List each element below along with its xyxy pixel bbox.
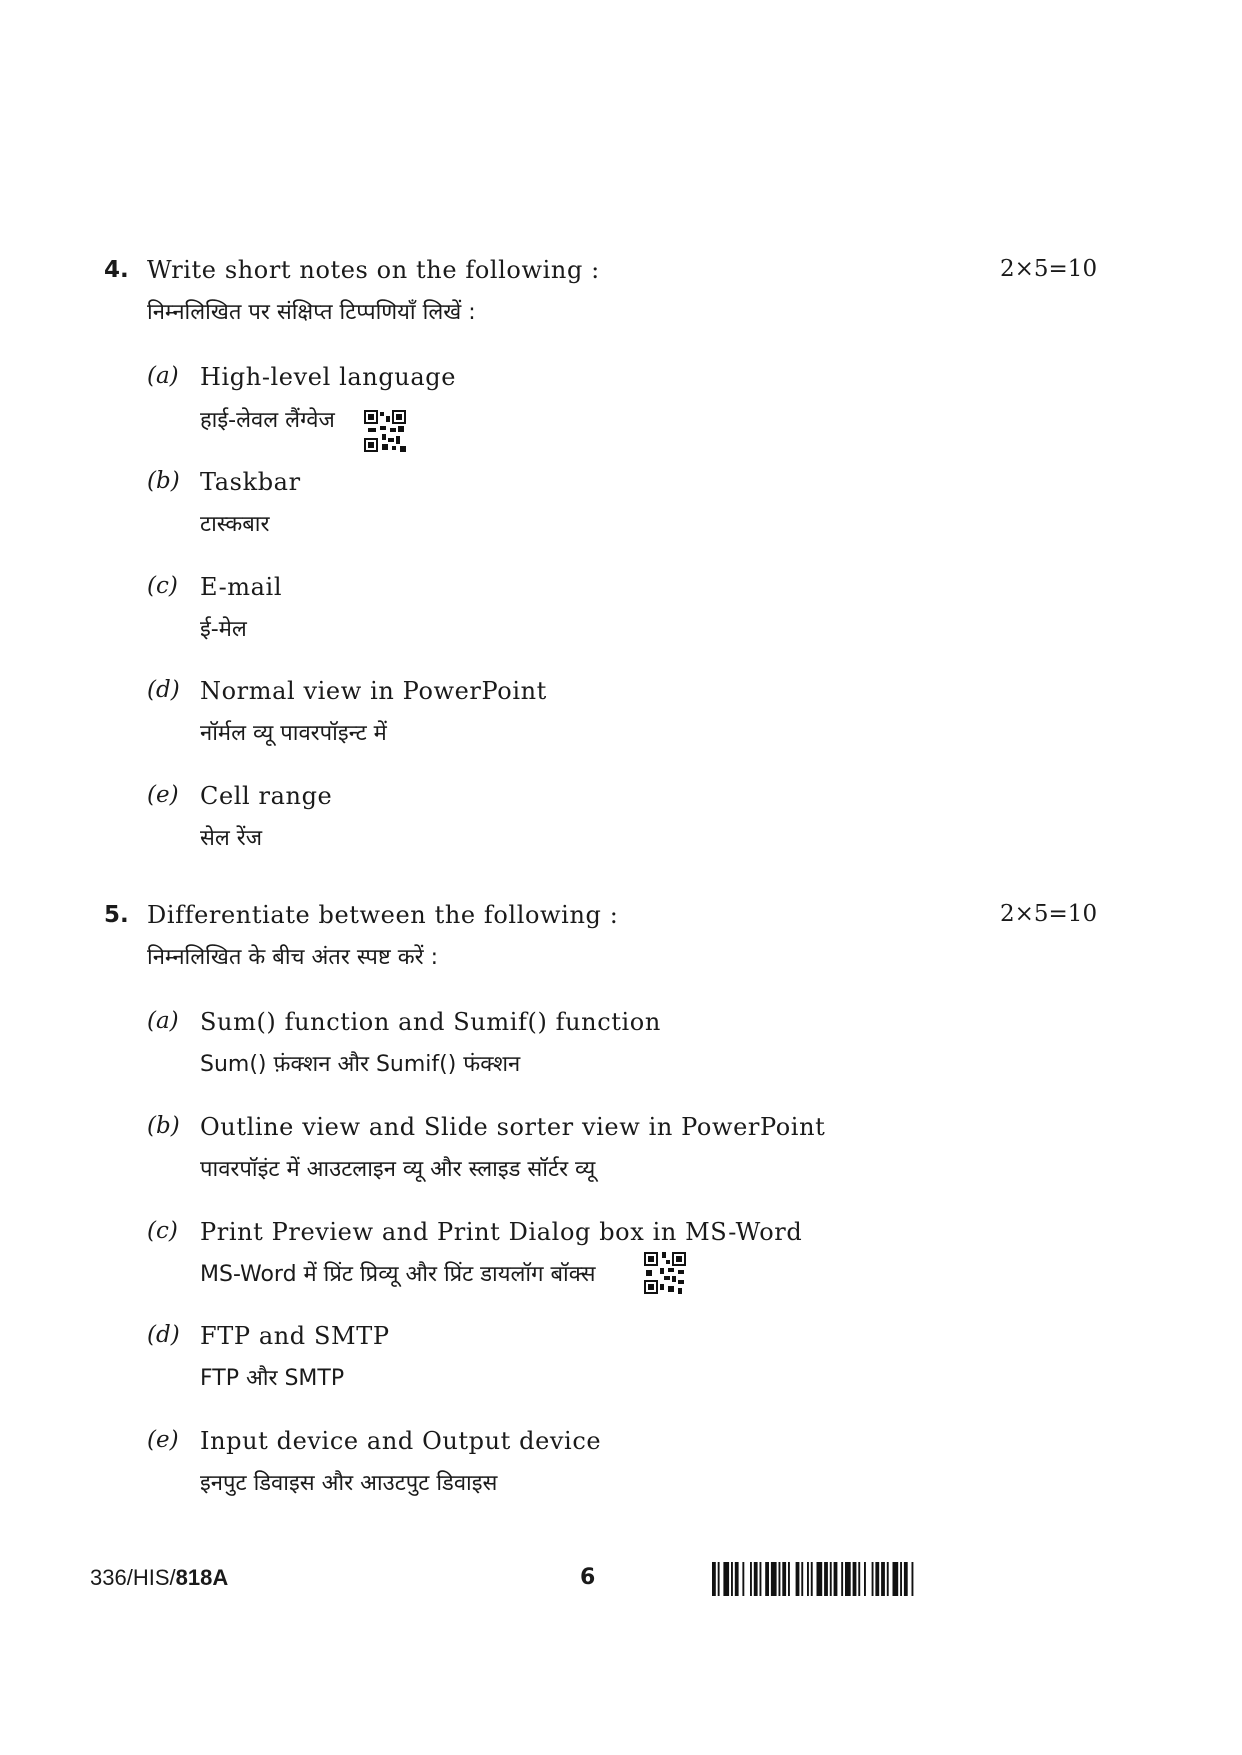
question-4-number: 4. [104,257,129,283]
paper-code-prefix: 336/HIS/ [90,1565,176,1590]
q5-item-b-en: Outline view and Slide sorter view in PowerPoint [200,1113,826,1141]
q4-item-a-en: High-level language [200,363,457,391]
question-5-number: 5. [104,902,129,928]
qr-code-icon [644,1252,686,1294]
question-4-title-hi: निम्नलिखित पर संक्षिप्त टिप्पणियाँ लिखें : [147,300,476,325]
barcode-icon [712,1562,986,1596]
page-number: 6 [580,1565,596,1590]
q4-item-b-hi: टास्कबार [200,512,270,537]
q5-item-a-hi: Sum() फ़ंक्शन और Sumif() फंक्शन [200,1052,521,1077]
q4-item-b-label: (b) [147,468,180,494]
q4-item-a-label: (a) [147,363,179,389]
q5-item-e-hi: इनपुट डिवाइस और आउटपुट डिवाइस [200,1471,498,1496]
q5-item-c-label: (c) [147,1218,178,1244]
q4-item-d-en: Normal view in PowerPoint [200,677,547,705]
question-4-marks: 2×5=10 [1000,256,1098,282]
q5-item-e-en: Input device and Output device [200,1427,602,1455]
q4-item-b-en: Taskbar [200,468,301,496]
q5-item-e-label: (e) [147,1427,179,1453]
q4-item-c-hi: ई-मेल [200,617,247,642]
question-5-title-hi: निम्नलिखित के बीच अंतर स्पष्ट करें : [147,945,439,970]
q4-item-c-label: (c) [147,573,178,599]
question-5-marks: 2×5=10 [1000,901,1098,927]
paper-code-bold: 818A [175,1565,229,1590]
qr-code-icon [364,410,406,452]
q4-item-c-en: E-mail [200,573,283,601]
q4-item-e-label: (e) [147,782,179,808]
question-5-title-en: Differentiate between the following : [147,901,619,929]
q5-item-d-en: FTP and SMTP [200,1322,390,1350]
q5-item-a-en: Sum() function and Sumif() function [200,1008,661,1036]
question-4-title-en: Write short notes on the following : [147,256,600,284]
q5-item-d-label: (d) [147,1322,180,1348]
q5-item-b-hi: पावरपॉइंट में आउटलाइन व्यू और स्लाइड सॉर्टर व्यू [200,1157,596,1182]
q5-item-b-label: (b) [147,1113,180,1139]
q5-item-c-en: Print Preview and Print Dialog box in MS-Word [200,1218,803,1246]
q5-item-c-hi: MS-Word में प्रिंट प्रिव्यू और प्रिंट डायलॉग बॉक्स [200,1262,596,1287]
q4-item-e-hi: सेल रेंज [200,826,263,851]
q4-item-a-hi: हाई-लेवल लैंग्वेज [200,408,335,433]
paper-code [90,1565,228,1591]
q4-item-d-label: (d) [147,677,180,703]
q4-item-d-hi: नॉर्मल व्यू पावरपॉइन्ट में [200,721,387,746]
q5-item-d-hi: FTP और SMTP [200,1366,345,1391]
q4-item-e-en: Cell range [200,782,333,810]
q5-item-a-label: (a) [147,1008,179,1034]
